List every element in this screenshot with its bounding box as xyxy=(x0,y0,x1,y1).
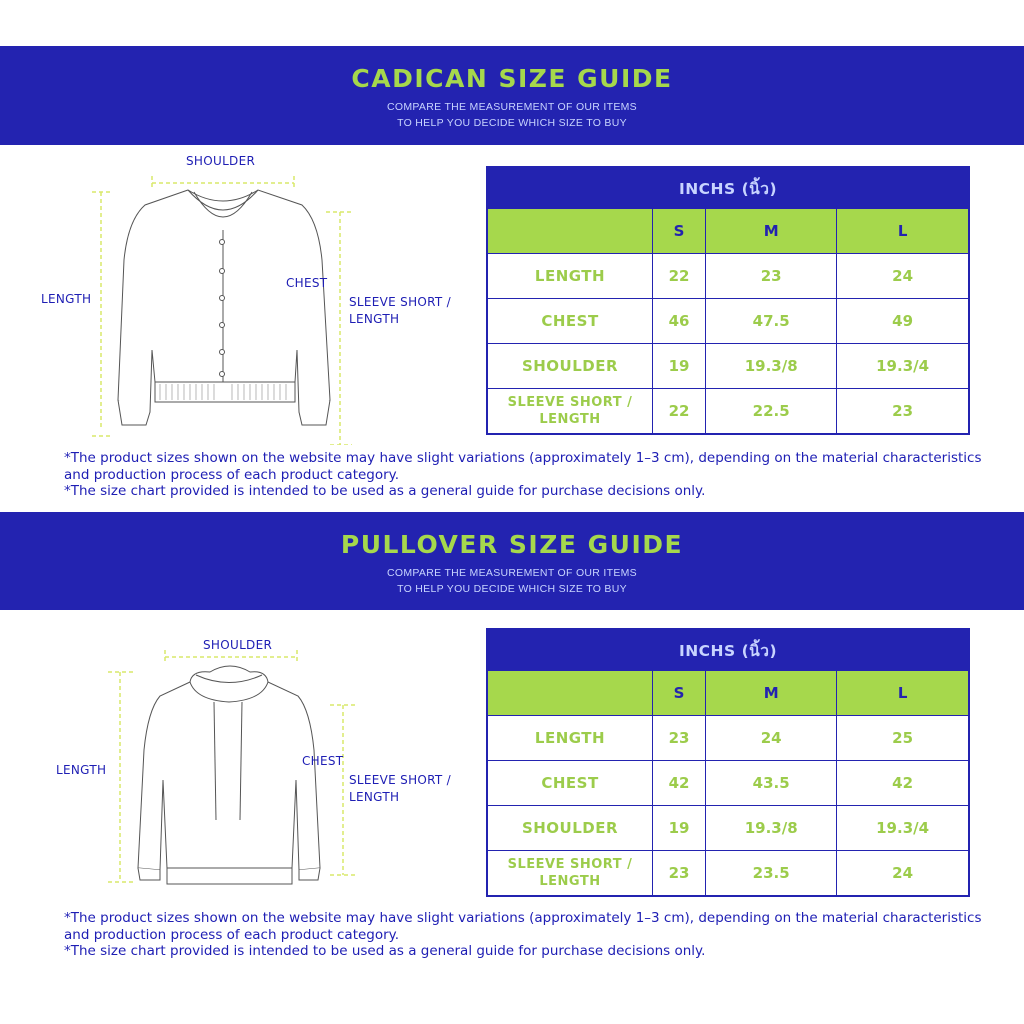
table-cell: 42 xyxy=(653,761,706,806)
note-line: and production process of each product category. xyxy=(64,926,400,943)
table-row xyxy=(487,716,969,761)
sleeve-label-line2: LENGTH xyxy=(349,790,400,804)
pullover-notes xyxy=(64,910,984,960)
table-row xyxy=(487,344,969,389)
cardigan-guide-subtitle-2: TO HELP YOU DECIDE WHICH SIZE TO BUY xyxy=(397,117,627,129)
table-row xyxy=(487,761,969,806)
unit-header: INCHS (นิ้ว) xyxy=(487,629,969,671)
size-header-s: S xyxy=(653,671,706,716)
unit-header: INCHS (นิ้ว) xyxy=(487,167,969,209)
corner-cell xyxy=(487,671,653,716)
cardigan-guide-title: CADICAN SIZE GUIDE xyxy=(351,64,673,93)
row-label-line1: SLEEVE SHORT / xyxy=(507,857,633,872)
pullover-guide-banner xyxy=(0,512,1024,610)
row-label-line2: LENGTH xyxy=(539,412,601,427)
table-cell: 42 xyxy=(837,761,969,806)
note-line: *The product sizes shown on the website may have slight variations (approximately 1–3 cm), depending on the material characteristics xyxy=(64,910,982,926)
length-label: LENGTH xyxy=(41,292,92,306)
table-cell: 25 xyxy=(837,716,969,761)
row-label: LENGTH xyxy=(487,716,653,761)
table-cell: 22 xyxy=(653,254,706,299)
sleeve-label xyxy=(349,772,451,806)
table-cell: 19.3/8 xyxy=(706,344,837,389)
table-cell: 22.5 xyxy=(706,389,837,435)
size-header-m: M xyxy=(706,671,837,716)
table-cell: 24 xyxy=(837,254,969,299)
table-row xyxy=(487,389,969,435)
table-row xyxy=(487,254,969,299)
pullover-size-table xyxy=(486,628,970,897)
table-cell: 19 xyxy=(653,806,706,851)
table-cell: 23 xyxy=(653,851,706,897)
sleeve-label xyxy=(349,294,451,328)
size-header-l: L xyxy=(837,671,969,716)
cardigan-guide-subtitle-1: COMPARE THE MEASUREMENT OF OUR ITEMS xyxy=(387,101,637,113)
table-row xyxy=(487,299,969,344)
table-cell: 43.5 xyxy=(706,761,837,806)
table-cell: 24 xyxy=(706,716,837,761)
row-label xyxy=(487,389,653,435)
size-header-s: S xyxy=(653,209,706,254)
size-header-l: L xyxy=(837,209,969,254)
table-cell: 19 xyxy=(653,344,706,389)
table-row xyxy=(487,851,969,897)
table-cell: 49 xyxy=(837,299,969,344)
table-cell: 19.3/4 xyxy=(837,806,969,851)
shoulder-label: SHOULDER xyxy=(186,154,256,168)
row-label-line2: LENGTH xyxy=(539,874,601,889)
row-label: LENGTH xyxy=(487,254,653,299)
sleeve-label-line1: SLEEVE SHORT / xyxy=(349,295,452,309)
pullover-guide-subtitle-1: COMPARE THE MEASUREMENT OF OUR ITEMS xyxy=(387,567,637,579)
note-line: *The product sizes shown on the website may have slight variations (approximately 1–3 cm), depending on the material characteristics xyxy=(64,450,982,466)
row-label-line1: SLEEVE SHORT / xyxy=(507,395,633,410)
note-line: *The size chart provided is intended to be used as a general guide for purchase decisions only. xyxy=(64,943,706,959)
cardigan-guide-banner xyxy=(0,46,1024,145)
table-cell: 19.3/8 xyxy=(706,806,837,851)
table-cell: 22 xyxy=(653,389,706,435)
table-cell: 47.5 xyxy=(706,299,837,344)
note-line: and production process of each product category. xyxy=(64,466,400,483)
row-label xyxy=(487,851,653,897)
table-cell: 24 xyxy=(837,851,969,897)
table-cell: 19.3/4 xyxy=(837,344,969,389)
row-label: SHOULDER xyxy=(487,344,653,389)
cardigan-size-table xyxy=(486,166,970,435)
corner-cell xyxy=(487,209,653,254)
table-row xyxy=(487,806,969,851)
sleeve-label-line1: SLEEVE SHORT / xyxy=(349,773,452,787)
sleeve-label-line2: LENGTH xyxy=(349,312,400,326)
table-cell: 23 xyxy=(837,389,969,435)
table-cell: 23.5 xyxy=(706,851,837,897)
row-label: SHOULDER xyxy=(487,806,653,851)
row-label: CHEST xyxy=(487,299,653,344)
hoodie-illustration xyxy=(0,630,480,890)
note-line: *The size chart provided is intended to be used as a general guide for purchase decisions only. xyxy=(64,483,706,499)
length-label: LENGTH xyxy=(56,763,107,777)
size-header-m: M xyxy=(706,209,837,254)
pullover-diagram xyxy=(0,630,480,890)
pullover-guide-subtitle-2: TO HELP YOU DECIDE WHICH SIZE TO BUY xyxy=(397,583,627,595)
table-cell: 46 xyxy=(653,299,706,344)
pullover-guide-title: PULLOVER SIZE GUIDE xyxy=(340,530,684,559)
row-label: CHEST xyxy=(487,761,653,806)
table-cell: 23 xyxy=(653,716,706,761)
shoulder-label: SHOULDER xyxy=(203,638,273,652)
chest-label: CHEST xyxy=(286,276,328,290)
chest-label: CHEST xyxy=(302,754,344,768)
table-cell: 23 xyxy=(706,254,837,299)
cardigan-diagram xyxy=(0,150,480,445)
cardigan-notes xyxy=(64,450,984,500)
